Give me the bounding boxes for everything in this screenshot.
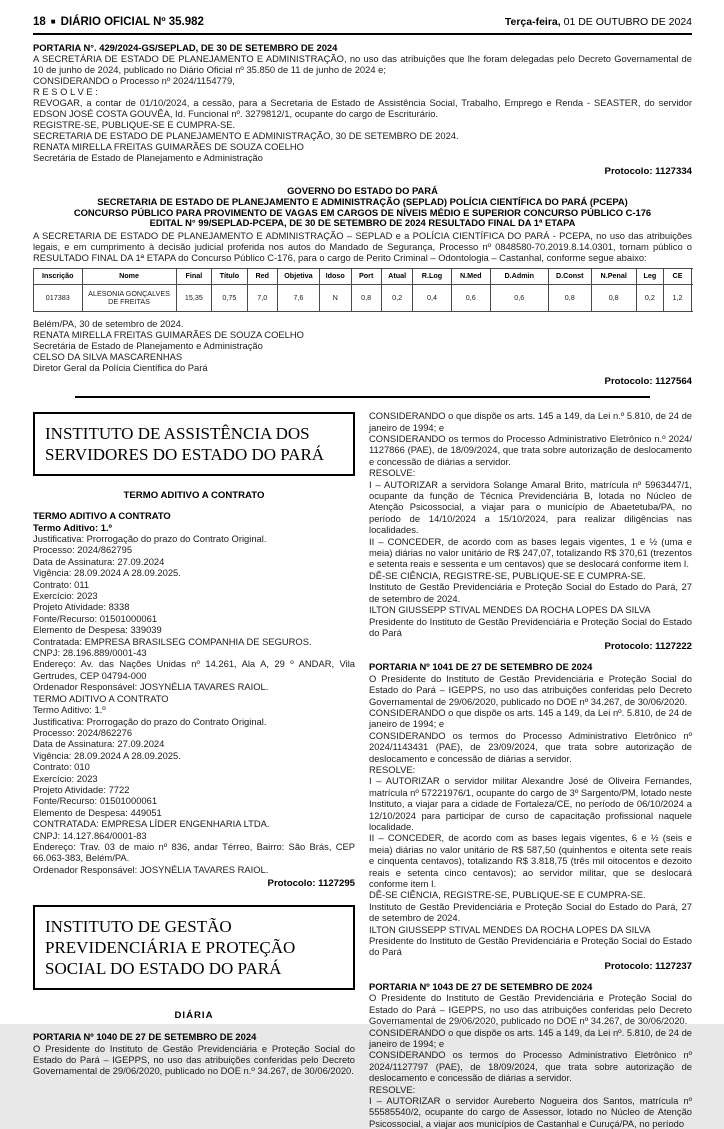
concurso-heading (33, 186, 692, 229)
portaria-429-title: PORTARIA N°. 429/2024-GS/SEPLAD, DE 30 DE SETEMBRO DE 2024 (33, 42, 692, 53)
portaria-1043-body (369, 992, 692, 1129)
text-line: Termo Aditivo: 1.º (33, 704, 355, 715)
text-line: Elemento de Despesa: 339039 (33, 624, 355, 635)
text-line: Exercício: 2023 (33, 773, 355, 784)
text-line: CONTRATADA: EMPRESA LÍDER ENGENHARIA LTDA. (33, 818, 355, 829)
text-line: CNPJ: 14.127.864/0001-83 (33, 830, 355, 841)
masthead (33, 16, 692, 28)
section-divider-rule (75, 396, 650, 398)
text-line: Ordenador Responsável: JOSYNÉLIA TAVARES RAIOL. (33, 681, 355, 692)
table-header-cell: Nome (82, 269, 176, 285)
text-line: Ordenador Responsável: JOSYNÉLIA TAVARES RAIOL. (33, 864, 355, 875)
table-header-cell: D.Const (548, 269, 591, 285)
table-cell: N (319, 285, 351, 312)
text-line: Projeto Atividade: 8338 (33, 601, 355, 612)
table-header-cell: Inscrição (34, 269, 83, 285)
table-header-cell: CE (664, 269, 692, 285)
text-line: Data de Assinatura: 27.09.2024 (33, 738, 355, 749)
portaria-429-body (33, 53, 692, 163)
right-column (369, 410, 692, 1129)
table-cell: 7,0 (247, 285, 277, 312)
text-line: Elemento de Despesa: 449051 (33, 807, 355, 818)
text-line: Belém/PA, 30 de setembro de 2024. (33, 318, 692, 329)
header-rule (33, 33, 692, 35)
left-column (33, 410, 355, 1129)
table-header-cell: D.Admin (490, 269, 548, 285)
table-header-cell: N.Med (451, 269, 490, 285)
termo1-heading: TERMO ADITIVO A CONTRATO (33, 510, 355, 521)
text-line: Processo: 2024/862795 (33, 544, 355, 555)
termo-section-title: TERMO ADITIVO A CONTRATO (33, 490, 355, 501)
text-line: RESOLVE: (369, 764, 692, 775)
text-line: REVOGAR, a contar de 01/10/2024, a cessão, para a Secretaria de Estado de Assistência Social, Trabalho, Emprego e Renda - SEASTER, do servidor EDSON JOSÉ COSTA GOUVÊA, Id. Funcional nº. 3279812/1, ocupante do cargo de Escriturário. (33, 97, 692, 119)
text-line: REGISTRE-SE, PUBLIQUE-SE E CUMPRA-SE. (33, 119, 692, 130)
text-line: Instituto de Gestão Previdenciária e Proteção Social do Estado do Pará, 27 de setembro de 2024. (369, 581, 692, 604)
text-line: CONSIDERANDO os termos do Processo Administrativo Eletrônico nº 2024/1143431 (PAE), de 23/09/2024, que trata sobre autorização de deslocamento e concessão de diárias a servidor. (369, 730, 692, 764)
text-line: Data de Assinatura: 27.09.2024 (33, 556, 355, 567)
text-line: RENATA MIRELLA FREITAS GUIMARÃES DE SOUZA COELHO (33, 141, 692, 152)
text-line: Projeto Atividade: 7722 (33, 784, 355, 795)
text-line: Presidente do Instituto de Gestão Previdenciária e Proteção Social do Estado do Pará (369, 935, 692, 958)
portaria-1040-title: PORTARIA Nº 1040 DE 27 DE SETEMBRO DE 2024 (33, 1031, 355, 1042)
text-line: RENATA MIRELLA FREITAS GUIMARÃES DE SOUZA COELHO (33, 329, 692, 340)
text-line: II – CONCEDER, de acordo com as bases legais vigentes, 6 e ½ (seis e meia) diárias no valor unitário de R$ 587,50 (quinhentos e oitenta sete reais e cinquenta centavos), totalizando R$ 3.818,75 (três mil oitocentos e dezoito reais e setenta cinco centavos); ao servidor militar, que se deslocará conforme item I. (369, 832, 692, 889)
table-header-cell: Idoso (319, 269, 351, 285)
table-header-cell: Título (212, 269, 248, 285)
text-line: RESOLVE: (369, 467, 692, 478)
text-line: CNPJ: 28.196.889/0001-43 (33, 647, 355, 658)
text-line: I – AUTORIZAR o servidor Aureberto Nogueira dos Santos, matrícula nº 55585540/2, ocupante do cargo de Assessor, lotado no Núcleo de Atenção Psicossocial, a viajar aos municípios de Castanhal e Curuçá/PA, no período (369, 1095, 692, 1129)
concurso-intro (33, 230, 692, 263)
text-line: Contrato: 010 (33, 761, 355, 772)
table-cell: 0,8 (591, 285, 636, 312)
text-line: SECRETARIA DE ESTADO DE PLANEJAMENTO E ADMINISTRAÇÃO, 30 DE SETEMBRO DE 2024. (33, 130, 692, 141)
masthead-left (33, 16, 204, 28)
text-line: TERMO ADITIVO A CONTRATO (33, 693, 355, 704)
table-cell: 0,6 (451, 285, 490, 312)
text-line: CONSIDERANDO os termos do Processo Administrativo Eletrônico nº 2024/1127797 (PAE), de 18/09/2024, que trata sobre autorização de deslocamento e concessão de diárias a servidor. (369, 1049, 692, 1083)
text-line: EDITAL N° 99/SEPLAD-PCEPA, DE 30 DE SETEMBRO DE 2024 RESULTADO FINAL DA 1ª ETAPA (33, 218, 692, 229)
date-label: 01 DE OUTUBRO DE 2024 (561, 16, 692, 28)
termo1-details (33, 533, 355, 693)
org-box-iasep (33, 412, 355, 476)
org-box-igepps (33, 905, 355, 990)
text-line: Secretária de Estado de Planejamento e Administração (33, 340, 692, 351)
termo2-details (33, 693, 355, 876)
table-cell: 0,4 (413, 285, 451, 312)
table-header-cell: Atual (381, 269, 413, 285)
text-line: Vigência: 28.09.2024 A 28.09.2025. (33, 567, 355, 578)
text-line: Diretor Geral da Polícia Científica do Pará (33, 362, 692, 373)
text-line: CONCURSO PÚBLICO PARA PROVIMENTO DE VAGAS EM CARGOS DE NÍVEIS MÉDIO E SUPERIOR CONCURSO PÚBLICO C-176 (33, 208, 692, 219)
text-line: A SECRETARIA DE ESTADO DE PLANEJAMENTO E ADMINISTRAÇÃO – SEPLAD e a POLÍCIA CIENTÍFICA DO PARÁ - PCEPA, no uso das atribuições legais, e em cumprimento à decisão judicial proferida nos autos do Mandado de Segurança, Processo nº 0848580-70.2019.8.14.0301, tornam público o RESULTADO FINAL DA 1ª ETAPA do Concurso Público C-176, para o cargo de Perito Criminal – Odontologia – Castanhal, conforme segue abaixo: (33, 230, 692, 263)
table-cell: 017383 (34, 285, 83, 312)
table-header-cell: Red (247, 269, 277, 285)
table-cell: 15,35 (176, 285, 212, 312)
org-box-iasep-title: INSTITUTO DE ASSISTÊNCIA DOS SERVIDORES DO ESTADO DO PARÁ (45, 424, 324, 464)
portaria-1040-body (33, 1043, 355, 1077)
text-line: O Presidente do Instituto de Gestão Previdenciária e Proteção Social do Estado do Pará – IGEPPS, no uso das atribuições conferidas pelo Decreto Governamental de 29/06/2020, publicado no DOE nº 34.267, de 30/06/2020. (369, 673, 692, 707)
text-line: A SECRETÁRIA DE ESTADO DE PLANEJAMENTO E ADMINISTRAÇÃO, no uso das atribuições que lhe foram delegadas pelo Decreto Governamental de 10 de junho de 2024, publicado no Diário Oficial nº 35.850 de 11 de junho de 2024 e; (33, 53, 692, 75)
text-line: CELSO DA SILVA MASCARENHAS (33, 351, 692, 362)
text-line: Presidente do Instituto de Gestão Previdenciária e Proteção Social do Estado do Pará (369, 616, 692, 639)
text-line: Contrato: 011 (33, 579, 355, 590)
table-cell: 7,6 (277, 285, 319, 312)
text-line: ILTON GIUSSEPP STIVAL MENDES DA ROCHA LOPES DA SILVA (369, 604, 692, 615)
table-header-cell: Objetiva (277, 269, 319, 285)
table-header-cell: Leg (636, 269, 664, 285)
table-header-cell: Final (176, 269, 212, 285)
text-line: SECRETARIA DE ESTADO DE PLANEJAMENTO E ADMINISTRAÇÃO (SEPLAD) POLÍCIA CIENTÍFICA DO PARÁ (PCEPA) (33, 197, 692, 208)
text-line: Processo: 2024/862276 (33, 727, 355, 738)
portaria-1041-title: PORTARIA Nº 1041 DE 27 DE SETEMBRO DE 2024 (369, 661, 692, 672)
text-line: GOVERNO DO ESTADO DO PARÁ (33, 186, 692, 197)
result-table (33, 268, 692, 312)
two-column-area (33, 410, 692, 1129)
text-line: R E S O L V E : (33, 86, 692, 97)
text-line: Contratada: EMPRESA BRASILSEG COMPANHIA DE SEGUROS. (33, 636, 355, 647)
text-line: Vigência: 28.09.2024 A 28.09.2025. (33, 750, 355, 761)
diaria-title: DIÁRIA (33, 1010, 355, 1021)
table-cell: 0,8 (351, 285, 381, 312)
text-line: ILTON GIUSSEPP STIVAL MENDES DA ROCHA LOPES DA SILVA (369, 924, 692, 935)
text-line: CONSIDERANDO o Processo nº 2024/1154779, (33, 75, 692, 86)
table-cell: 0,2 (636, 285, 664, 312)
text-line: DÊ-SE CIÊNCIA, REGISTRE-SE, PUBLIQUE-SE E CUMPRA-SE. (369, 889, 692, 900)
text-line: I – AUTORIZAR o servidor militar Alexandre José de Oliveira Fernandes, matrícula nº 57221976/1, ocupante do cargo de 3º Sargento/PM, lotado neste Instituto, a viajar para a cidade de Fortaleza/CE, no período de 06/10/2024 a 12/10/2024 para participar de curso de capacitação profissional naquele localidade. (369, 775, 692, 832)
protocol-1127564: Protocolo: 1127564 (33, 376, 692, 387)
text-line: RESOLVE: (369, 1084, 692, 1095)
table-cell: 0,8 (548, 285, 591, 312)
text-line: Fonte/Recurso: 01501000061 (33, 795, 355, 806)
table-cell: 0,6 (490, 285, 548, 312)
table-cell: 0,2 (381, 285, 413, 312)
text-line: Exercício: 2023 (33, 590, 355, 601)
text-line: CONSIDERANDO os termos do Processo Administrativo Eletrônico n.º 2024/ 1127866 (PAE), de 18/09/2024, que trata sobre autorização de deslocamento e concessão de diárias a servidor. (369, 433, 692, 467)
table-cell: ALESONIA GONÇALVES DE FREITAS (82, 285, 176, 312)
protocol-1127334: Protocolo: 1127334 (33, 166, 692, 177)
concurso-section (33, 186, 692, 387)
text-line: DÊ-SE CIÊNCIA, REGISTRE-SE, PUBLIQUE-SE E CUMPRA-SE. (369, 570, 692, 581)
table-row (34, 285, 692, 312)
portaria-1043-title: PORTARIA Nº 1043 DE 27 DE SETEMBRO DE 2024 (369, 981, 692, 992)
text-line: Endereço: Av. das Nações Unidas nº 14.261, Ala A, 29 º ANDAR, Vila Gertrudes, CEP 04794-000 (33, 658, 355, 681)
table-header-cell: N.Penal (591, 269, 636, 285)
portaria-429-section (33, 42, 692, 177)
protocol-1127222: Protocolo: 1127222 (369, 641, 692, 652)
termo1-subheading: Termo Aditivo: 1.º (33, 522, 355, 533)
table-header-cell: R.Log (413, 269, 451, 285)
portaria-1040-continuation (369, 410, 692, 638)
org-box-igepps-title: INSTITUTO DE GESTÃO PREVIDENCIÁRIA E PROTEÇÃO SOCIAL DO ESTADO DO PARÁ (45, 917, 295, 978)
text-line: O Presidente do Instituto de Gestão Previdenciária e Proteção Social do Estado do Pará – IGEPPS, no uso das atribuições conferidas pelo Decreto Governamental de 29/06/2020, publicado no DOE nº 34.267, de 30/06/2020. (369, 992, 692, 1026)
table-cell: 1,2 (664, 285, 692, 312)
text-line: CONSIDERANDO o que dispõe os arts. 145 a 149, da Lei n.º 5.810, de 24 de janeiro de 1994; e (369, 410, 692, 433)
page-number: 18 (33, 16, 46, 28)
weekday-label: Terça-feira, (505, 16, 561, 28)
protocol-1127237: Protocolo: 1127237 (369, 961, 692, 972)
concurso-closing (33, 318, 692, 373)
text-line: Secretária de Estado de Planejamento e Administração (33, 152, 692, 163)
text-line: Fonte/Recurso: 01501000061 (33, 613, 355, 624)
text-line: Justificativa: Prorrogação do prazo do Contrato Original. (33, 716, 355, 727)
text-line: I – AUTORIZAR a servidora Solange Amaral Brito, matrícula nº 5963447/1, ocupante da função de Técnica Previdenciária B, lotada no Núcleo de Atenção Psicossocial, a viajar para o município de Abaetetuba/PA, no período de 14/10/2024 a 15/10/2024, para realizar diligências nas localidades. (369, 479, 692, 536)
masthead-date (505, 16, 692, 28)
text-line: O Presidente do Instituto de Gestão Previdenciária e Proteção Social do Estado do Pará – IGEPPS, no uso das atribuições conferidas pelo Decreto Governamental de 29/06/2020, publicado no DOE n.º 34.267, de 30/06/2020. (33, 1043, 355, 1077)
protocol-1127295: Protocolo: 1127295 (33, 878, 355, 889)
text-line: CONSIDERANDO o que dispõe os arts. 145 a 149, da Lei nº. 5.810, de 24 de janeiro de 1994; e (369, 707, 692, 730)
portaria-1041-body (369, 673, 692, 958)
gazette-title: DIÁRIO OFICIAL Nº 35.982 (61, 16, 204, 28)
text-line: Justificativa: Prorrogação do prazo do Contrato Original. (33, 533, 355, 544)
text-line: CONSIDERANDO o que dispõe os arts. 145 a 149, da Lei nº. 5.810, de 24 de janeiro de 1994; e (369, 1027, 692, 1050)
square-bullet-icon: ■ (51, 17, 56, 26)
text-line: Endereço: Trav. 03 de maio nº 836, andar Térreo, Bairro: São Brás, CEP 66.063-383, Belém/PA. (33, 841, 355, 864)
text-line: II – CONCEDER, de acordo com as bases legais vigentes, 1 e ½ (uma e meia) diárias no valor unitário de R$ 247,07, totalizando R$ 370,61 (trezentos e setenta reais e sessenta e um centavos) que se deslocará conforme item I. (369, 536, 692, 570)
table-cell: 0,75 (212, 285, 248, 312)
table-header-cell: Port (351, 269, 381, 285)
text-line: Instituto de Gestão Previdenciária e Proteção Social do Estado do Pará, 27 de setembro de 2024. (369, 901, 692, 924)
